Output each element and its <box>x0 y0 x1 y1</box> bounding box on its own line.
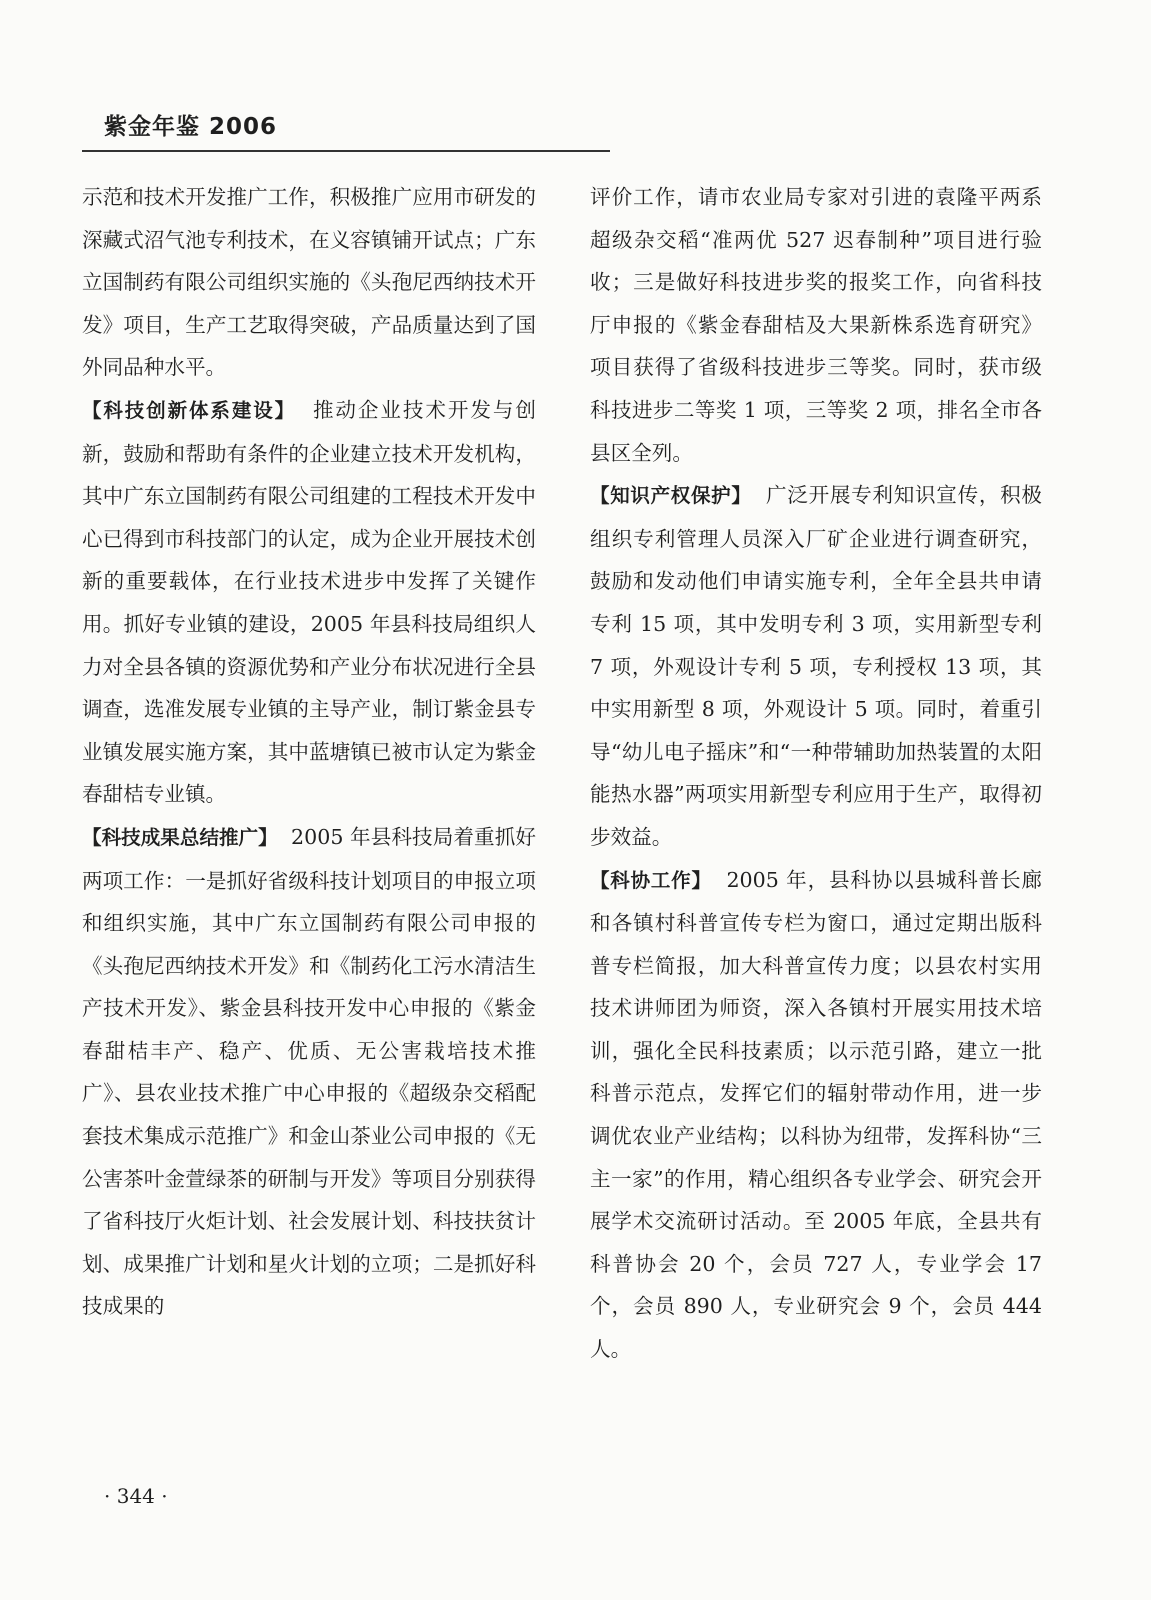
section-body: 广泛开展专利知识宣传，积极组织专利管理人员深入厂矿企业进行调查研究，鼓励和发动他们申请实施专利，全年全县共申请专利 15 项，其中发明专利 3 项，实用新型专利 7 项，外观设计专利 5 项，专利授权 13 项，其中实用新型 8 项，外观设计 5 项。同时，着重引导“幼儿电子摇床”和“一种带辅助加热装置的太阳能热水器”两项实用新型专利应用于生产，取得初步效益。 <box>590 483 1043 849</box>
running-head: 紫金年鉴 2006 <box>104 114 278 140</box>
page-number: · 344 · <box>104 1484 168 1508</box>
section-ip-protection <box>590 474 1042 858</box>
left-column <box>82 176 536 1328</box>
section-heading: 【知识产权保护】 <box>590 484 752 508</box>
section-body: 推动企业技术开发与创新，鼓励和帮助有条件的企业建立技术开发机构，其中广东立国制药有限公司组建的工程技术开发中心已得到市科技部门的认定，成为企业开展技术创新的重要载体，在行业技术进步中发挥了关键作用。抓好专业镇的建设，2005 年县科技局组织人力对全县各镇的资源优势和产业分布状况进行全县调查，选准发展专业镇的主导产业，制订紫金县专业镇发展实施方案，其中蓝塘镇已被市认定为紫金春甜桔专业镇。 <box>82 397 536 807</box>
section-body: 2005 年县科技局着重抓好两项工作：一是抓好省级科技计划项目的申报立项和组织实施，其中广东立国制药有限公司申报的《头孢尼西纳技术开发》和《制药化工污水清洁生产技术开发》、紫金县科技开发中心申报的《紫金春甜桔丰产、稳产、优质、无公害栽培技术推广》、县农业技术推广中心申报的《超级杂交稻配套技术集成示范推广》和金山茶业公司申报的《无公害茶叶金萱绿茶的研制与开发》等项目分别获得了省科技厅火炬计划、社会发展计划、科技扶贫计划、成果推广计划和星火计划的立项；二是抓好科技成果的 <box>82 824 536 1319</box>
section-science-association <box>590 859 1042 1371</box>
section-achievement-promotion <box>82 816 536 1328</box>
paragraph: 示范和技术开发推广工作，积极推广应用市研发的深藏式沼气池专利技术，在义容镇铺开试点；广东立国制药有限公司组织实施的《头孢尼西纳技术开发》项目，生产工艺取得突破，产品质量达到了国外同品种水平。 <box>82 185 536 380</box>
section-science-innovation <box>82 389 536 816</box>
section-heading: 【科技创新体系建设】 <box>82 398 297 422</box>
section-heading: 【科协工作】 <box>590 868 712 892</box>
right-column <box>590 176 1042 1371</box>
section-body: 2005 年，县科协以县城科普长廊和各镇村科普宣传专栏为窗口，通过定期出版科普专栏简报，加大科普宣传力度；以县农村实用技术讲师团为师资，深入各镇村开展实用技术培训，强化全民科技素质；以示范引路，建立一批科普示范点，发挥它们的辐射带动作用，进一步调优农业产业结构；以科协为纽带，发挥科协“三主一家”的作用，精心组织各专业学会、研究会开展学术交流研讨活动。至 2005 年底，全县共有科普协会 20 个，会员 727 人，专业学会 17 个，会员 890 人，专业研究会 9 个，会员 444 人。 <box>590 867 1042 1362</box>
paragraph: 评价工作，请市农业局专家对引进的袁隆平两系超级杂交稻“准两优 527 迟春制种”项目进行验收；三是做好科技进步奖的报奖工作，向省科技厅申报的《紫金春甜桔及大果新株系选育研究》项目获得了省级科技进步三等奖。同时，获市级科技进步二等奖 1 项，三等奖 2 项，排名全市各县区全列。 <box>590 185 1042 465</box>
section-heading: 【科技成果总结推广】 <box>82 825 278 849</box>
header-rule <box>82 150 610 152</box>
